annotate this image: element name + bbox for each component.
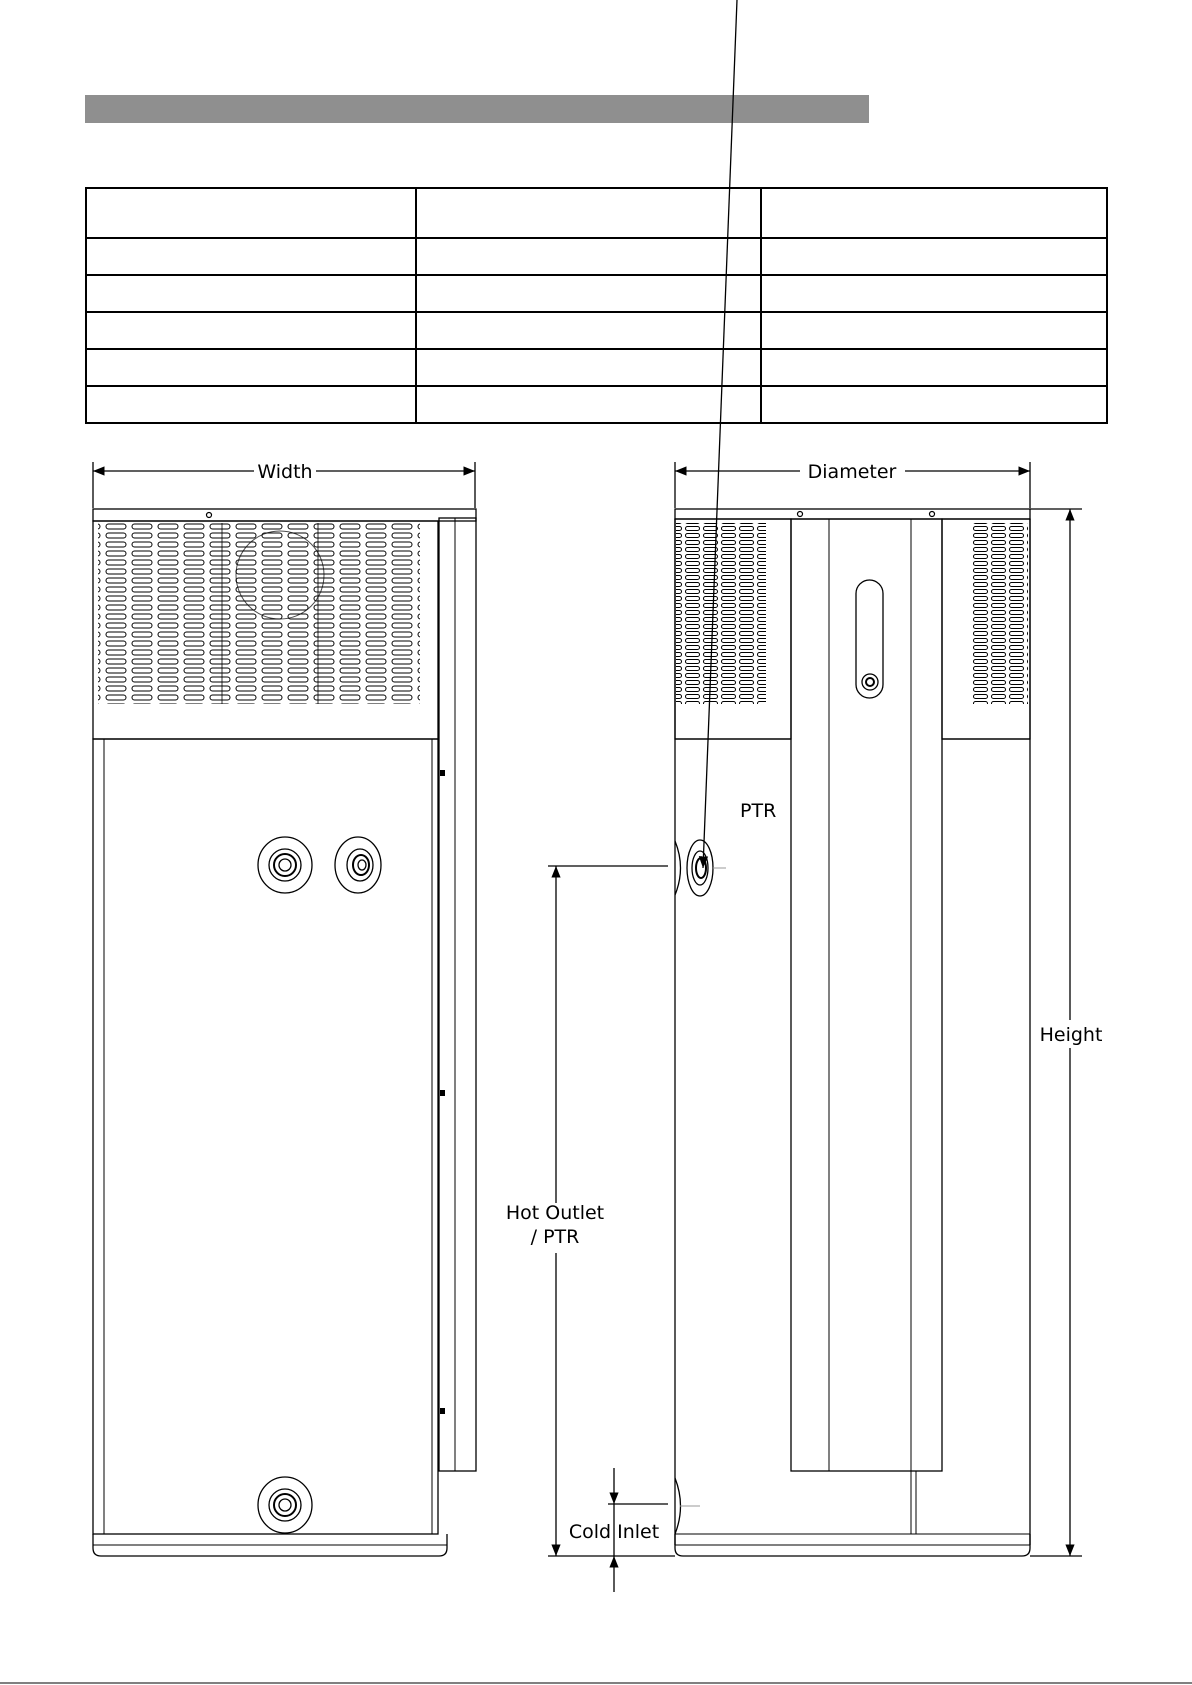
front-view <box>93 461 476 1556</box>
side-left-vent-grille <box>676 523 766 704</box>
width-dimension <box>93 461 475 508</box>
side-rail <box>439 518 476 1471</box>
cold-inlet-label: Cold Inlet <box>568 1521 660 1543</box>
side-right-vent-grille <box>970 523 1028 704</box>
diameter-dimension <box>675 461 1030 508</box>
hot-outlet-dimension <box>506 866 675 1556</box>
diameter-label: Diameter <box>807 461 897 483</box>
height-label: Height <box>1039 1024 1103 1046</box>
side-top-cap <box>675 509 1030 519</box>
ptr-port-icon <box>335 837 381 893</box>
display-slot <box>856 580 883 698</box>
cold-inlet-port-icon <box>258 1477 312 1533</box>
front-body <box>93 739 438 1534</box>
hot-outlet-label-line1: Hot Outlet <box>505 1202 605 1224</box>
ptr-callout <box>703 0 776 868</box>
side-cold-fitting-icon <box>675 1478 700 1534</box>
hot-outlet-port-icon <box>258 837 312 893</box>
front-top-cap <box>93 509 476 521</box>
screw-icon <box>207 513 212 518</box>
side-view <box>506 0 1103 1592</box>
width-label: Width <box>257 461 313 483</box>
ptr-label: PTR <box>740 800 777 822</box>
side-ptr-fitting-icon <box>675 840 726 896</box>
front-column-panel <box>791 519 942 1471</box>
hot-outlet-label-line2: / PTR <box>530 1226 580 1248</box>
screw-icon <box>798 512 803 517</box>
cold-inlet-dimension <box>569 1468 668 1592</box>
screw-icon <box>930 512 935 517</box>
indicator-icon <box>862 674 878 690</box>
height-dimension <box>1030 509 1102 1556</box>
